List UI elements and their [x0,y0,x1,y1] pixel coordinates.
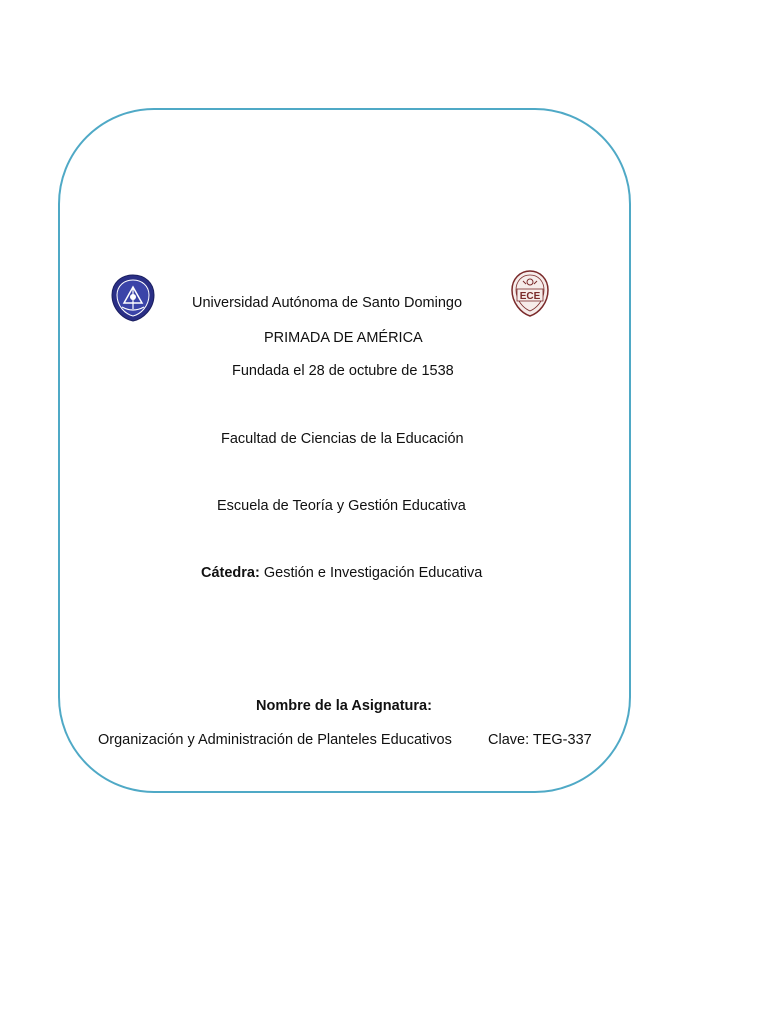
catedra-value: Gestión e Investigación Educativa [259,565,483,581]
ece-seal-icon [509,269,551,319]
rounded-border-frame [58,108,631,793]
subject-name: Organización y Administración de Planteles Educativos [98,732,452,748]
school-name: Escuela de Teoría y Gestión Educativa [217,498,466,514]
primada-de-america: PRIMADA DE AMÉRICA [264,330,423,346]
catedra-line [201,564,482,582]
university-name: Universidad Autónoma de Santo Domingo [192,295,463,311]
founded-date: Fundada el 28 de octubre de 1538 [232,363,454,379]
faculty-name: Facultad de Ciencias de la Educación [221,431,464,447]
catedra-label: Cátedra: [201,565,260,581]
subject-heading: Nombre de la Asignatura: [256,698,432,714]
ece-seal-text: ECE [519,291,541,302]
uasd-seal-icon [110,273,156,323]
subject-code: Clave: TEG-337 [488,732,592,748]
